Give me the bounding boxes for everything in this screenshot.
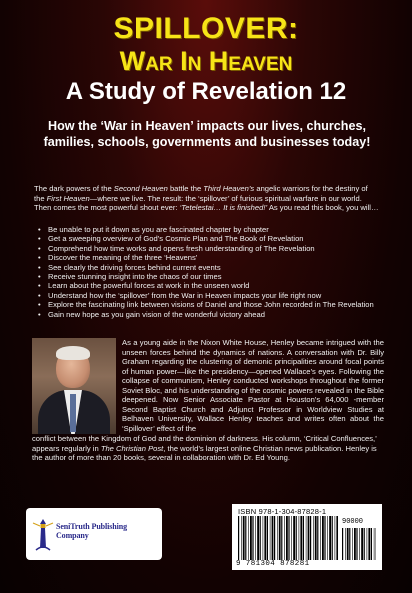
list-item: • Discover the meaning of the three ‘Heavens’	[38, 253, 382, 262]
barcode-bar	[257, 516, 259, 560]
barcode-bar	[320, 516, 321, 560]
barcode-bar	[255, 516, 256, 560]
barcode-bar	[361, 528, 363, 560]
barcode-bar	[324, 516, 325, 560]
barcode-bar	[356, 528, 357, 560]
barcode-bar	[349, 528, 350, 560]
isbn-label: ISBN 978-1-304-87828-1	[238, 507, 327, 516]
intro-paragraph: The dark powers of the Second Heaven battle the Third Heaven’s angelic warriors for the destiny of the First Heaven—where we live. The result: the ‘spillover’ of furious spiritual warfare in our world. Then comes the most powerful shout ever: ‘Tetelestai… It is finished!’ As you read this book, you will…	[34, 184, 379, 213]
barcode-bar	[250, 516, 252, 560]
barcode-bar	[272, 516, 274, 560]
barcode-bar	[277, 516, 278, 560]
barcode-bar	[352, 528, 353, 560]
publisher-name: SeniTruth Publishing Company	[56, 522, 127, 540]
barcode-bar	[327, 516, 328, 560]
ean-digits: 9 781304 878281	[236, 560, 310, 568]
author-bio-top: As a young aide in the Nixon White House, Henley became intrigued with the unseen forces behind the dynamics of nations. A conversation with Dr. Billy Graham regarding the clustering of demonic principalities around focal points of human power—like the presidency—opened Wallace’s eyes. Following the collapse of communism, Henley conducted workshops throughout the former Soviet Bloc, and his understanding of the cosmic powers revealed in the Bible deepened. Now Senior Associate Pastor at Houston’s 64,000 -member Second Baptist Church and Adjunct Professor in Worldview Studies at Belhaven University, Wallace Henley teaches and writes often about the ‘Spillover’ effect of the	[122, 338, 384, 433]
barcode-bar	[368, 528, 370, 560]
subtitle: A Study of Revelation 12	[65, 78, 347, 105]
barcode-bar	[371, 528, 372, 560]
price-code: 90000	[342, 518, 364, 526]
isbn-barcode	[232, 504, 382, 570]
addon-barcode-bars	[342, 528, 376, 560]
list-item: • Explore the fascinating link between visions of Daniel and those John recorded in The Revelation	[38, 300, 382, 309]
list-item: • Gain new hope as you gain vision of the wonderful victory ahead	[38, 310, 382, 319]
barcode-bar	[291, 516, 292, 560]
barcode-bar	[313, 516, 314, 560]
barcode-bar	[248, 516, 249, 560]
author-bio-bottom: conflict between the Kingdom of God and the dominion of darkness. His column, ‘Critical Confluences,’ appears regularly in The Christian Post, the world’s largest online Christian news publication. Henley is the author of more than 20 books, several in collaboration with Dr. Ed Young.	[32, 434, 377, 462]
barcode-bar	[306, 516, 307, 560]
barcode-bar	[296, 516, 297, 560]
barcode-bar	[260, 516, 261, 560]
barcode-bar	[345, 528, 346, 560]
barcode-bar	[284, 516, 285, 560]
author-tie	[70, 394, 76, 432]
barcode-bar	[359, 528, 360, 560]
barcode-bar	[347, 528, 349, 560]
barcode-bar	[336, 516, 338, 560]
tagline: How the ‘War in Heaven’ impacts our lives, churches, families, schools, governments and businesses today!	[43, 119, 371, 149]
barcode-bar	[342, 528, 343, 560]
barcode-bar	[300, 516, 302, 560]
lighthouse-icon	[32, 514, 54, 554]
barcode-bar	[267, 516, 268, 560]
barcode-bar	[317, 516, 318, 560]
list-item: • Get a sweeping overview of God’s Cosmic Plan and The Book of Revelation	[38, 234, 382, 243]
publisher-logo-box	[26, 508, 162, 560]
barcode-bar	[308, 516, 310, 560]
author-photo	[32, 338, 116, 434]
barcode-bar	[252, 516, 253, 560]
barcode-bar	[364, 528, 365, 560]
barcode-bar	[243, 516, 245, 560]
barcode-bar	[315, 516, 317, 560]
barcode-bar	[263, 516, 264, 560]
list-item: • Be unable to put it down as you are fascinated chapter by chapter	[38, 225, 382, 234]
barcode-bar	[281, 516, 282, 560]
list-item: • Comprehend how time works and opens fresh understanding of The Revelation	[38, 244, 382, 253]
benefits-list	[38, 225, 382, 319]
barcode-bar	[286, 516, 288, 560]
list-item: • Understand how the ‘spillover’ from the War in Heaven impacts your life right now	[38, 291, 382, 300]
author-hair	[56, 346, 90, 360]
barcode-bar	[374, 528, 375, 560]
barcode-bar	[245, 516, 246, 560]
barcode-bar	[329, 516, 331, 560]
barcode-bar	[332, 516, 333, 560]
barcode-bar	[279, 516, 281, 560]
barcode-bar	[241, 516, 242, 560]
barcode-bar	[322, 516, 324, 560]
list-item: • Learn about the powerful forces at work in the unseen world	[38, 281, 382, 290]
barcode-bar	[238, 516, 239, 560]
barcode-bar	[303, 516, 304, 560]
barcode-bar	[335, 516, 336, 560]
barcode-bar	[354, 528, 356, 560]
list-item: • See clearly the driving forces behind current events	[38, 263, 382, 272]
barcode-bar	[310, 516, 311, 560]
barcode-bar	[299, 516, 300, 560]
title-line-2: War In Heaven	[119, 46, 293, 76]
barcode-bars	[238, 516, 338, 560]
barcode-bar	[288, 516, 289, 560]
barcode-bar	[274, 516, 275, 560]
barcode-bar	[367, 528, 368, 560]
barcode-bar	[293, 516, 295, 560]
title-line-1: SPILLOVER:	[113, 12, 299, 45]
barcode-bar	[264, 516, 266, 560]
barcode-bar	[270, 516, 271, 560]
list-item: • Receive stunning insight into the chaos of our times	[38, 272, 382, 281]
